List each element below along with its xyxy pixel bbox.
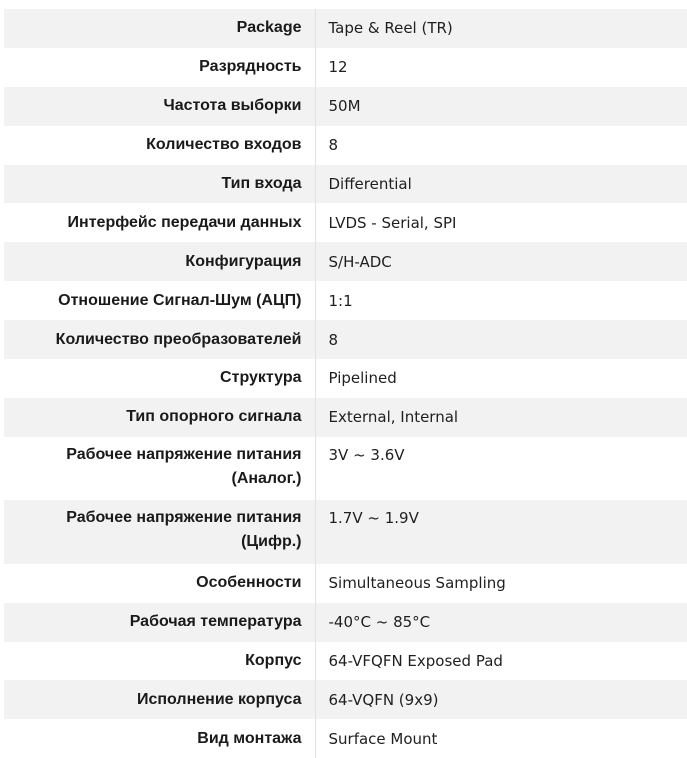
spec-label: Частота выборки [4,87,315,126]
spec-table [4,9,687,758]
spec-value: 64-VFQFN Exposed Pad [315,642,687,681]
spec-value: External, Internal [315,398,687,437]
spec-label: Тип входа [4,165,315,204]
spec-row [4,642,687,681]
spec-value: 50M [315,87,687,126]
spec-label: Тип опорного сигнала [4,398,315,437]
spec-row [4,87,687,126]
spec-row [4,719,687,758]
spec-row [4,48,687,87]
spec-value: Pipelined [315,359,687,398]
spec-label: Разрядность [4,48,315,87]
spec-value: 1.7V ~ 1.9V [315,500,687,564]
spec-label: Корпус [4,642,315,681]
spec-row [4,564,687,603]
spec-value: 1:1 [315,281,687,320]
spec-label: Package [4,9,315,48]
spec-label: Количество преобразователей [4,320,315,359]
spec-label: Рабочее напряжение питания (Аналог.) [4,437,315,501]
spec-row [4,242,687,281]
spec-value: 8 [315,320,687,359]
spec-value: 8 [315,126,687,165]
spec-value: 64-VQFN (9x9) [315,680,687,719]
spec-label: Особенности [4,564,315,603]
spec-row [4,203,687,242]
spec-label: Структура [4,359,315,398]
spec-value: Simultaneous Sampling [315,564,687,603]
spec-value: Differential [315,165,687,204]
spec-label: Рабочая температура [4,603,315,642]
spec-value: Surface Mount [315,719,687,758]
spec-label: Конфигурация [4,242,315,281]
spec-label: Рабочее напряжение питания (Цифр.) [4,500,315,564]
spec-row [4,126,687,165]
spec-row [4,359,687,398]
spec-row [4,281,687,320]
spec-row [4,437,687,501]
spec-value: -40°C ~ 85°C [315,603,687,642]
spec-label: Вид монтажа [4,719,315,758]
spec-label: Отношение Сигнал-Шум (АЦП) [4,281,315,320]
spec-value: 3V ~ 3.6V [315,437,687,501]
spec-row [4,500,687,564]
spec-label: Интерфейс передачи данных [4,203,315,242]
spec-value: Tape & Reel (TR) [315,9,687,48]
spec-row [4,398,687,437]
spec-label: Исполнение корпуса [4,680,315,719]
spec-value: S/H-ADC [315,242,687,281]
spec-row [4,320,687,359]
spec-row [4,165,687,204]
spec-row [4,603,687,642]
spec-value: 12 [315,48,687,87]
spec-row [4,9,687,48]
spec-value: LVDS - Serial, SPI [315,203,687,242]
spec-label: Количество входов [4,126,315,165]
spec-row [4,680,687,719]
